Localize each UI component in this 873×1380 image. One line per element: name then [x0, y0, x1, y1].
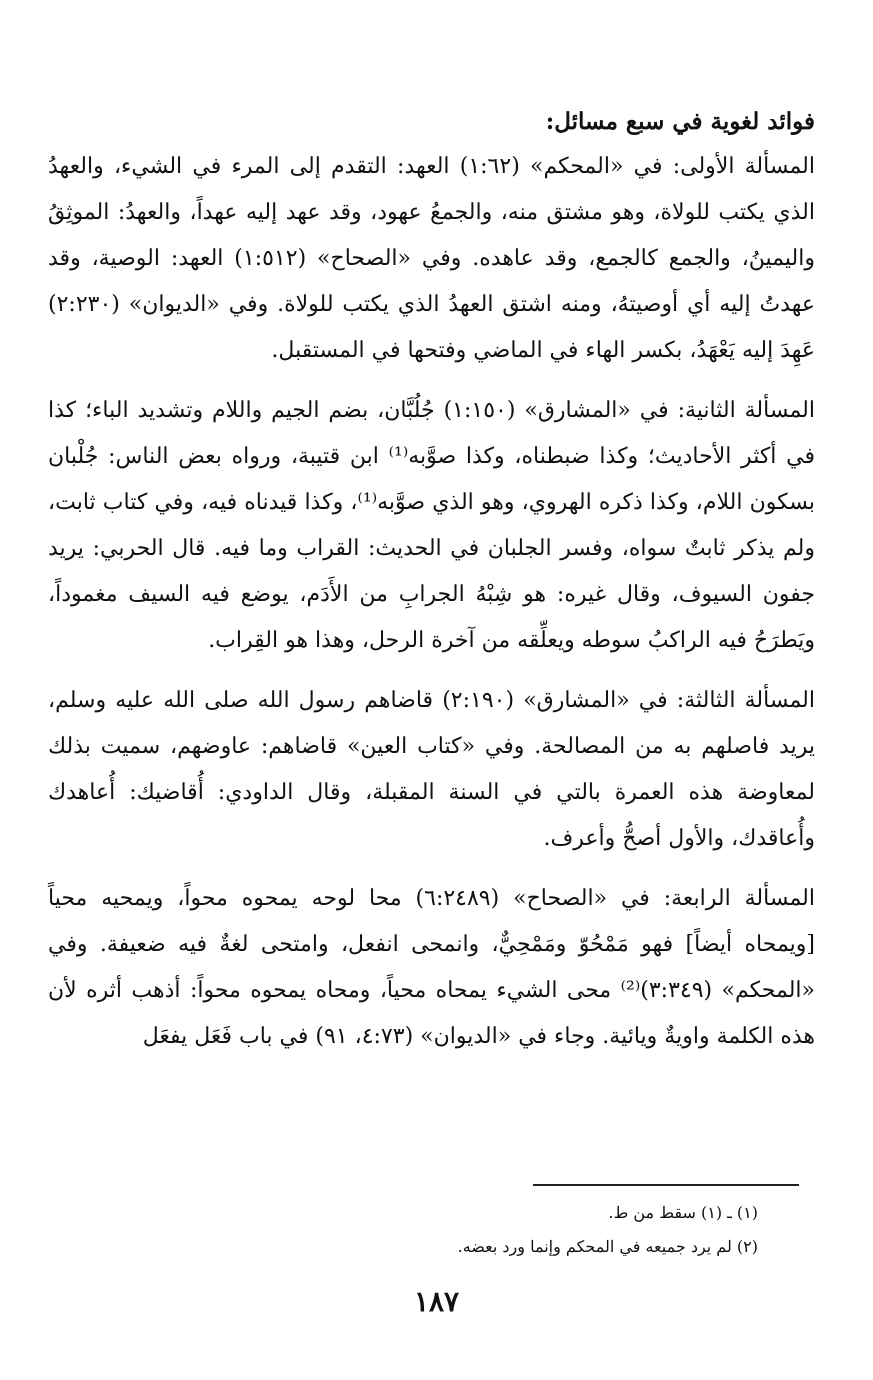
footnote-1: (١) ـ (١) سقط من ط.: [608, 1203, 758, 1222]
main-text: [48, 104, 815, 1074]
section-heading: فوائد لغوية في سبع مسائل:: [545, 108, 815, 135]
footnote-divider: [533, 1184, 799, 1186]
paragraph-issue-4: المسألة الرابعة: في «الصحاح» (٦:٢٤٨٩) محا لوحه يمحوه محواً، ويمحيه محياً [ويمحاه أيضاً] فهو مَمْحُوّ ومَمْحِيٌّ، وانمحى انفعل، وامتحى لغةٌ فيه ضعيفة. وفي «المحكم» (٣:٣٤٩)⁽²⁾ محى الشيء يمحاه محياً، ومحاه يمحوه محواً: أذهب أثره لأن هذه الكلمة واويةٌ ويائية. وجاء في «الديوان» (٤:٧٣، ٩١) في باب فَعَل يفعَل: [48, 886, 815, 1049]
footnote-2: (٢) لم يرد جميعه في المحكم وإنما ورد بعضه.: [457, 1237, 758, 1256]
paragraph-issue-2: المسألة الثانية: في «المشارق» (١:١٥٠) جُلُبَّان، بضم الجيم واللام وتشديد الباء؛ كذا في أكثر الأحاديث؛ وكذا ضبطناه، وكذا صوَّبه⁽¹⁾ ابن قتيبة، ورواه بعض الناس: جُلْبان بسكون اللام، وكذا ذكره الهروي، وهو الذي صوَّبه⁽¹⁾، وكذا قيدناه فيه، وفي كتاب ثابت، ولم يذكر ثابتٌ سواه، وفسر الجلبان في الحديث: القراب وما فيه. قال الحربي: يريد جفون السيوف، وقال غيره: هو شِبْهُ الجرابِ من الأَدَم، يوضع فيه السيف مغموداً، ويَطرَحُ فيه الراكبُ سوطه ويعلِّقه من آخرة الرحل، وهذا هو القِراب.: [48, 398, 816, 653]
footnotes: [60, 1196, 758, 1264]
page-number: ١٨٧: [413, 1285, 460, 1318]
paragraph-issue-1: المسألة الأولى: في «المحكم» (١:٦٢) العهد: التقدم إلى المرء في الشيء، والعهدُ الذي يكتب للولاة، وهو مشتق منه، والجمعُ عهود، وقد عهد إليه عهداً، والعهدُ: الموثِقُ واليمينُ، والجمع كالجمع، وقد عاهده. وفي «الصحاح» (١:٥١٢) العهد: الوصية، وقد عهدتُ إليه أي أوصيتهُ، ومنه اشتق العهدُ الذي يكتب للولاة. وفي «الديوان» (٢:٢٣٠) عَهِدَ إليه يَعْهَدُ، بكسر الهاء في الماضي وفتحها في المستقبل.: [48, 154, 815, 363]
paragraph-issue-3: المسألة الثالثة: في «المشارق» (٢:١٩٠) قاضاهم رسول الله صلى الله عليه وسلم، يريد فاصلهم به من المصالحة. وفي «كتاب العين» قاضاهم: عاوضهم، سميت بذلك لمعاوضة هذه العمرة بالتي في السنة المقبلة، وقال الداودي: أُقاضيك: أُعاهدك وأُعاقدك، والأول أصحُّ وأعرف.: [48, 688, 815, 851]
